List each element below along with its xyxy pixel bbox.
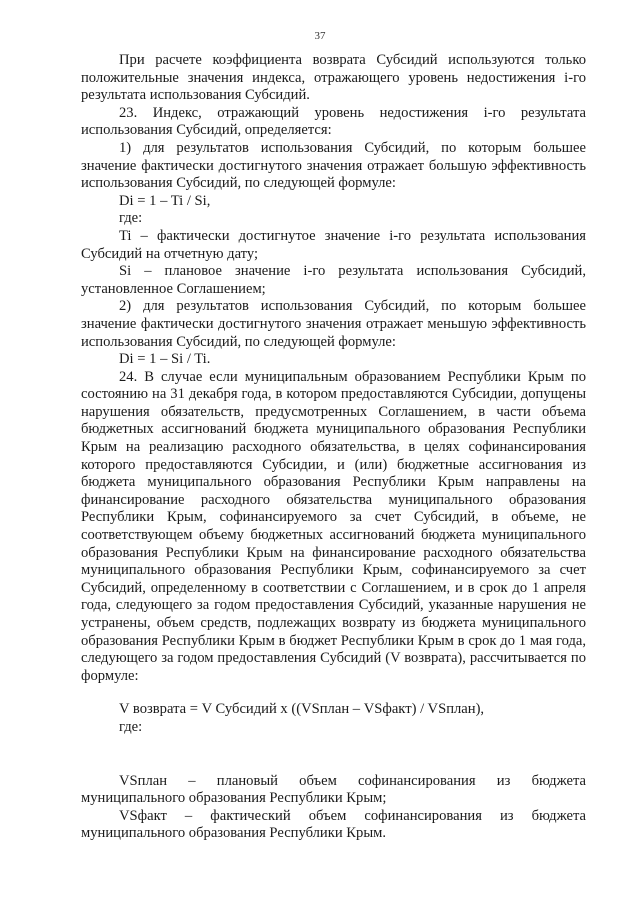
paragraph-item-2: 2) для результатов использования Субсидий, по которым большее значение фактически достигнутого значения отражает меньшую эффективность использования Субсидий, по следующей формуле: xyxy=(81,298,586,350)
paragraph-si-definition: Si – плановое значение i-го результата использования Субсидий, установленное Соглашением; xyxy=(81,263,586,297)
formula-3: V возврата = V Субсидий x ((VSплан – VSфакт) / VSплан), xyxy=(119,701,485,718)
paragraph-vsfact-definition: VSфакт – фактический объем софинансирования из бюджета муниципального образования Республики Крым. xyxy=(81,807,586,842)
formula-2: Di = 1 – Si / Ti. xyxy=(119,351,211,368)
paragraph-item-1: 1) для результатов использования Субсидий, по которым большее значение фактически достигнутого значения отражает большую эффективность использования Субсидий, по следующей формуле: xyxy=(81,139,586,192)
paragraph-24-return: 24. В случае если муниципальным образованием Республики Крым по состоянию на 31 декабря года, в котором предоставляются Субсидии, допущены нарушения обязательств, предусмотренных Соглашением, в части объема бюджетных ассигнований бюджета муниципального образования Республики Крым на реализацию расходного обязательства, в целях софинансирования которого предоставляются Субсидии, и (или) бюджетные ассигнования из бюджета муниципального образования Республики Крым направлены на финансирование расходного обязательства муниципального образования Республики Крым, софинансируемого за счет Субсидий, в объеме, не соответствующем объему бюджетных ассигнований бюджета муниципального образования Республики Крым на финансирование расходного обязательства муниципального образования Республики Крым, софинансируемого за счет Субсидий, определенному в соответствии с Соглашением, и в срок до 1 апреля года, следующего за годом предоставления Субсидий, указанные нарушения не устранены, объем средств, подлежащих возврату из бюджета муниципального образования Республики Крым в бюджет Республики Крым в срок до 1 мая года, следующего за годом предоставления Субсидий (V возврата), рассчитывается по формуле: xyxy=(81,368,586,684)
paragraph-positive-values: При расчете коэффициента возврата Субсидий используются только положительные значения индекса, отражающего уровень недостижения i-го результата использования Субсидий. xyxy=(81,52,586,104)
where-label-2: где: xyxy=(119,718,143,735)
page-number: 37 xyxy=(314,30,326,42)
spacer xyxy=(81,737,586,773)
paragraph-ti-definition: Ti – фактически достигнутое значение i-го результата использования Субсидий на отчетную дату; xyxy=(81,227,586,262)
spacer xyxy=(81,685,586,701)
where-label-1: где: xyxy=(119,210,143,227)
paragraph-vsplan-definition: VSплан – плановый объем софинансирования из бюджета муниципального образования Республики Крым; xyxy=(81,772,586,807)
formula-1: Di = 1 – Ti / Si, xyxy=(119,192,211,209)
paragraph-23-index: 23. Индекс, отражающий уровень недостижения i-го результата использования Субсидий, определяется: xyxy=(81,104,586,139)
document-body xyxy=(81,52,586,843)
